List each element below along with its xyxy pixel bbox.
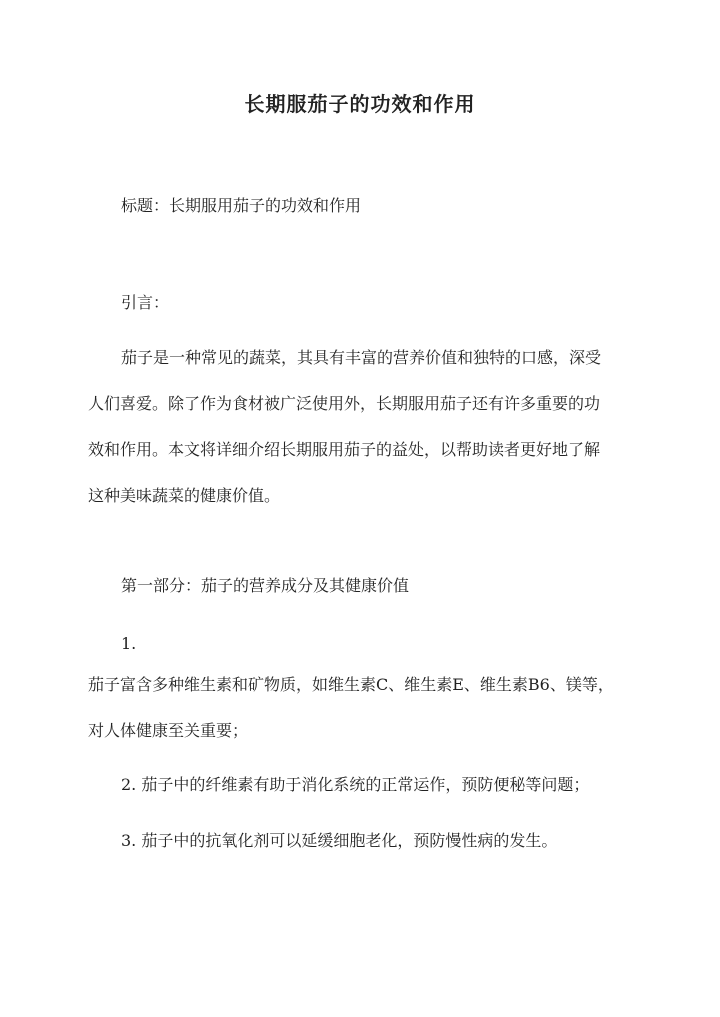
item1-number: 1. — [121, 634, 137, 653]
item1-line: 茄子富含多种维生素和矿物质，如维生素C、维生素E、维生素B6、镁等， — [88, 675, 614, 694]
part1-heading: 第一部分：茄子的营养成分及其健康价值 — [121, 576, 410, 595]
item3-text: 3. 茄子中的抗氧化剂可以延缓细胞老化，预防慢性病的发生。 — [121, 831, 558, 850]
item1-line: 对人体健康至关重要； — [88, 721, 249, 740]
intro-heading: 引言： — [121, 293, 170, 312]
intro-paragraph — [88, 348, 638, 506]
intro-line: 这种美味蔬菜的健康价值。 — [88, 486, 281, 505]
document-title: 长期服茄子的功效和作用 — [244, 92, 476, 116]
item1-text — [88, 675, 638, 741]
intro-line: 茄子是一种常见的蔬菜，其具有丰富的营养价值和独特的口感，深受 — [121, 348, 602, 367]
item2-text: 2. 茄子中的纤维素有助于消化系统的正常运作，预防便秘等问题； — [121, 775, 590, 794]
subtitle-line: 标题：长期服用茄子的功效和作用 — [121, 196, 362, 215]
intro-line: 效和作用。本文将详细介绍长期服用茄子的益处，以帮助读者更好地了解 — [88, 440, 601, 459]
intro-line: 人们喜爱。除了作为食材被广泛使用外，长期服用茄子还有许多重要的功 — [88, 394, 601, 413]
